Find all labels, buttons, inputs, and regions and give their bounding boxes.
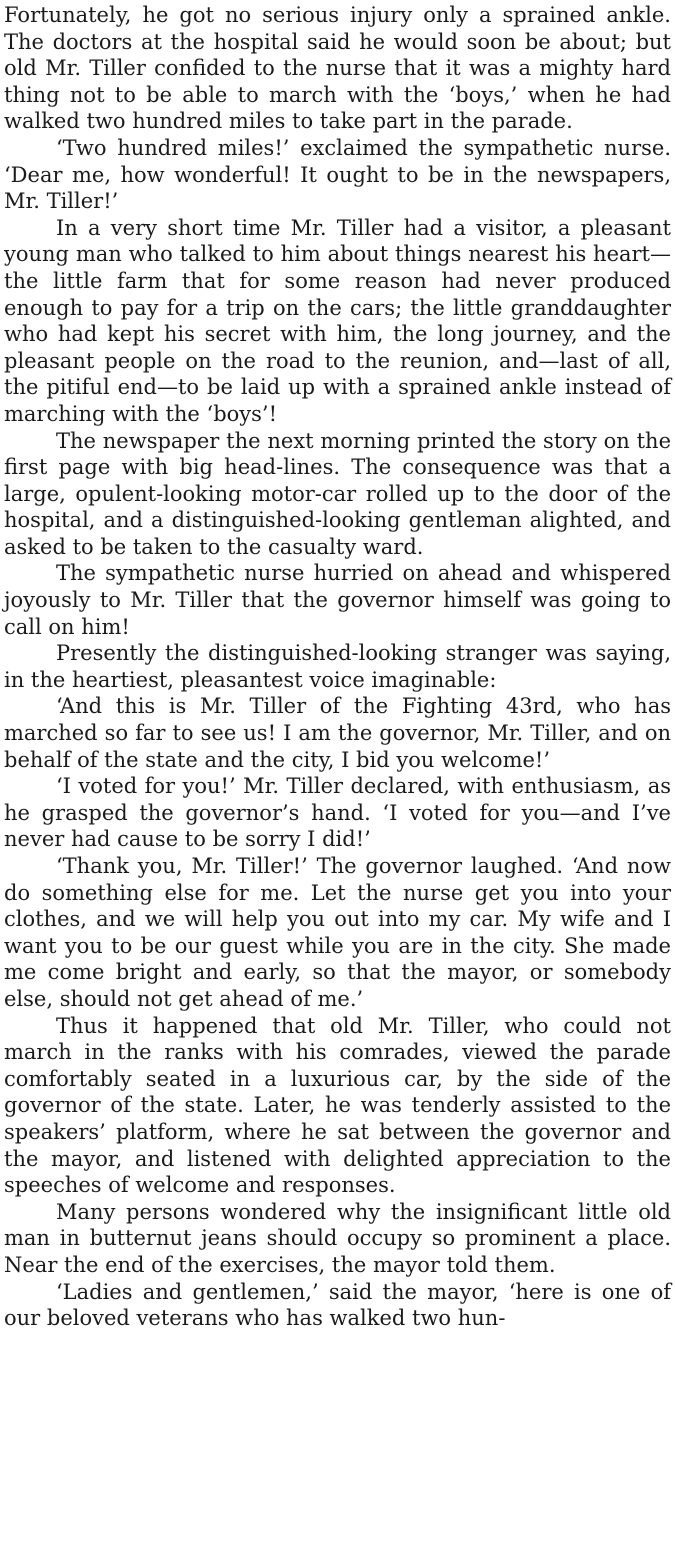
paragraph-12: ‘Ladies and gentlemen,’ said the mayor, ‘here is one of our beloved veterans who has walked two hun- — [4, 1279, 671, 1331]
paragraph-1: Fortunately, he got no serious injury only a sprained ankle. The doctors at the hospital said he would soon be about; but old Mr. Tiller confided to the nurse that it was a mighty hard thing not to be able to march with the ‘boys,’ when he had walked two hundred miles to take part in the parade. — [4, 3, 671, 134]
paragraph-10: Thus it happened that old Mr. Tiller, who could not march in the ranks with his comrades, viewed the parade comfortably seated in a luxurious car, by the side of the governor of the state. Later, he was tenderly assisted to the speakers’ platform, where he sat between the governor and the mayor, and listened with delighted appreciation to the speeches of welcome and responses. — [4, 1013, 671, 1198]
paragraph-11: Many persons wondered why the insignificant little old man in butternut jeans should occupy so prominent a place. Near the end of the exercises, the mayor told them. — [4, 1199, 671, 1277]
paragraph-4: The newspaper the next morning printed the story on the first page with big head-lines. The consequence was that a large, opulent-looking motor-car rolled up to the door of the hospital, and a distinguished-looking gentleman alighted, and asked to be taken to the casualty ward. — [4, 428, 671, 559]
paragraph-9: ‘Thank you, Mr. Tiller!’ The governor laughed. ‘And now do something else for me. Let the nurse get you into your clothes, and we will help you out into my car. My wife and I want you to be our guest while you are in the city. She made me come bright and early, so that the mayor, or somebody else, should not get ahead of me.’ — [4, 854, 671, 1011]
paragraph-7: ‘And this is Mr. Tiller of the Fighting 43rd, who has marched so far to see us! I am the governor, Mr. Tiller, and on behalf of the state and the city, I bid you welcome!’ — [4, 694, 671, 772]
paragraph-3: In a very short time Mr. Tiller had a visitor, a pleasant young man who talked to him about things nearest his heart—the little farm that for some reason had never produced enough to pay for a trip on the cars; the little granddaughter who had kept his secret with him, the long journey, and the pleasant people on the road to the reunion, and—last of all, the pitiful end—to be laid up with a sprained ankle instead of marching with the ‘boys’! — [4, 215, 671, 426]
paragraph-5: The sympathetic nurse hurried on ahead and whispered joyously to Mr. Tiller that the governor himself was going to call on him! — [4, 561, 671, 639]
paragraph-8: ‘I voted for you!’ Mr. Tiller declared, with enthusiasm, as he grasped the governor’s hand. ‘I voted for you—and I’ve never had cause to be sorry I did!’ — [4, 774, 671, 852]
paragraph-6: Presently the distinguished-looking stranger was saying, in the heartiest, pleasantest voice imaginable: — [4, 641, 671, 692]
paragraph-2: ‘Two hundred miles!’ exclaimed the sympathetic nurse. ‘Dear me, how wonderful! It ought to be in the newspapers, Mr. Tiller!’ — [4, 135, 671, 214]
